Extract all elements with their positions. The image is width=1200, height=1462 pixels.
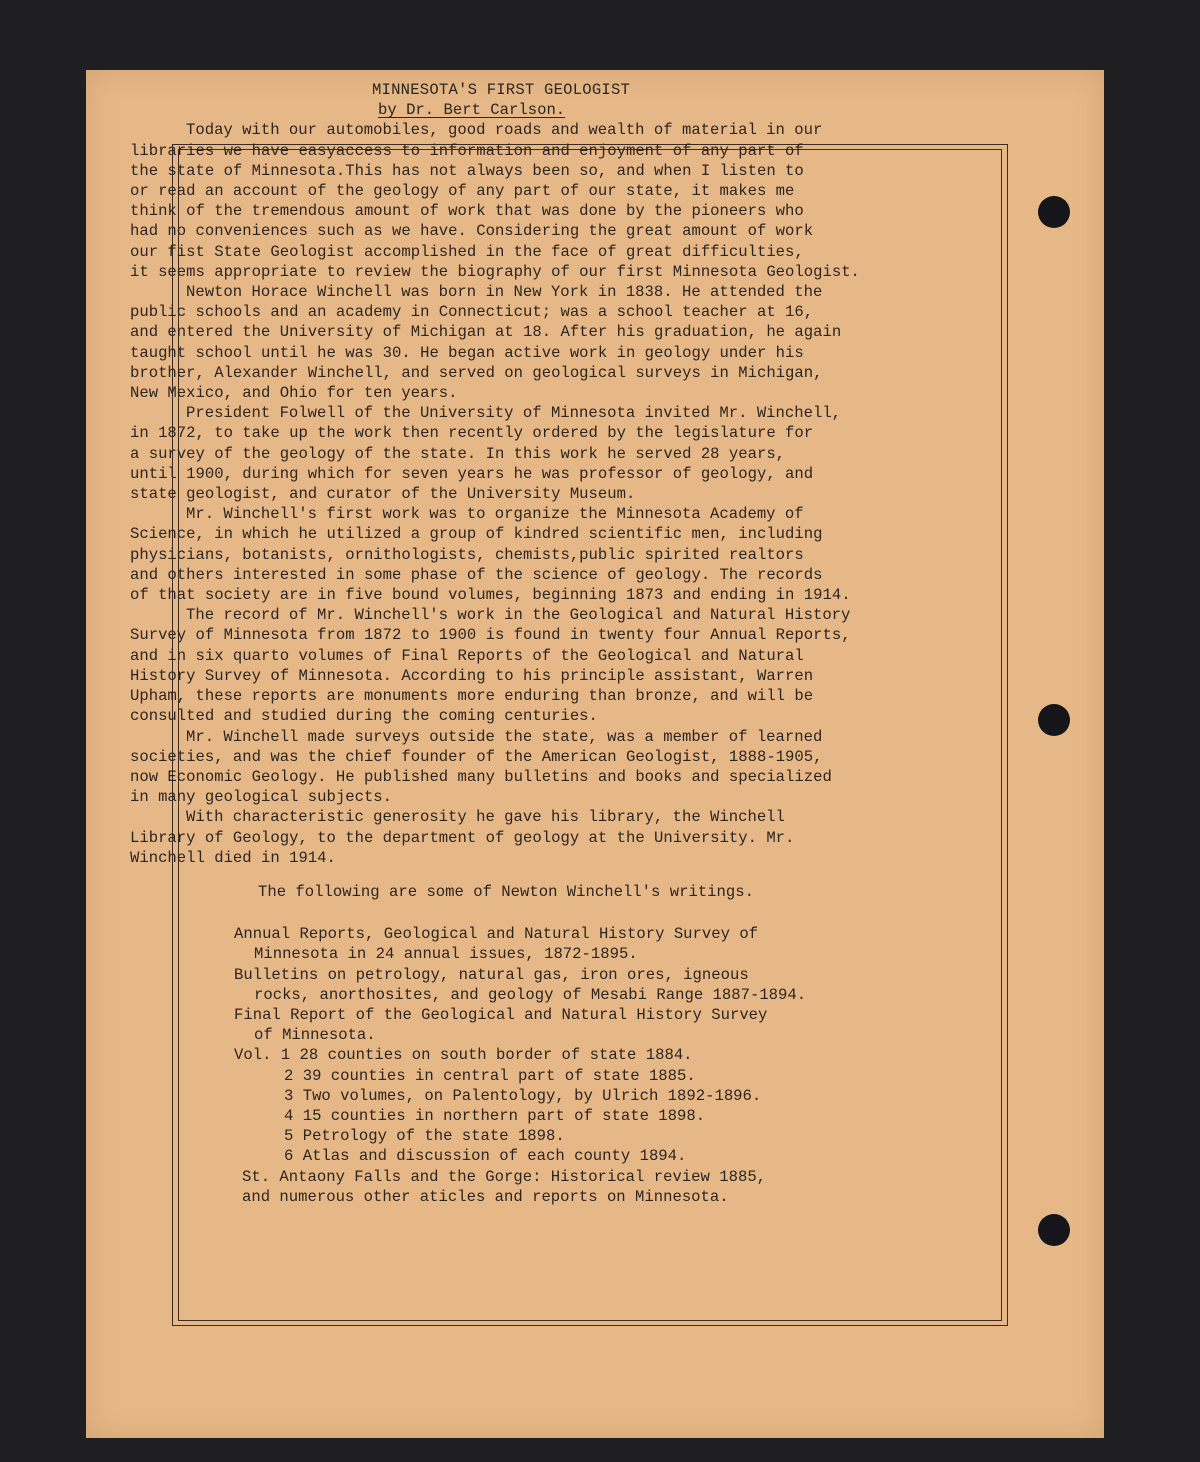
text-line: Today with our automobiles, good roads and wealth of material in our	[186, 121, 823, 140]
text-line: Mr. Winchell's first work was to organize the Minnesota Academy of	[186, 505, 804, 524]
text-line: History Survey of Minnesota. According to his principle assistant, Warren	[130, 666, 814, 685]
writing-entry-continued: rocks, anorthosites, and geology of Mesabi Range 1887-1894.	[254, 985, 807, 1004]
text-line: now Economic Geology. He published many bulletins and books and specialized	[130, 767, 832, 786]
text-line: state geologist, and curator of the University Museum.	[130, 485, 636, 504]
text-line: and numerous other aticles and reports on Minnesota.	[242, 1187, 729, 1206]
volumes-label: Vol.	[234, 1046, 272, 1065]
text-line: President Folwell of the University of Minnesota invited Mr. Winchell,	[186, 404, 842, 423]
volumes-list	[130, 1045, 920, 1166]
text-line: public schools and an academy in Connecticut; was a school teacher at 16,	[130, 303, 814, 322]
typed-document	[130, 80, 920, 1207]
punch-hole-bottom	[1038, 1214, 1070, 1246]
document-byline: by Dr. Bert Carlson.	[378, 101, 566, 120]
text-line: Winchell died in 1914.	[130, 848, 336, 867]
writing-entry-continued: Minnesota in 24 annual issues, 1872-1895.	[254, 945, 638, 964]
text-line: libraries we have easyaccess to information and enjoyment of any part of	[130, 141, 804, 160]
writings-list	[130, 924, 920, 1045]
text-line: taught school until he was 30. He began active work in geology under his	[130, 343, 804, 362]
text-line: consulted and studied during the coming centuries.	[130, 707, 598, 726]
text-line: in many geological subjects.	[130, 788, 393, 807]
text-line: With characteristic generosity he gave his library, the Winchell	[186, 808, 785, 827]
paragraph-library	[130, 807, 920, 868]
text-line: or read an account of the geology of any part of our state, it makes me	[130, 182, 795, 201]
text-line: Science, in which he utilized a group of kindred scientific men, including	[130, 525, 823, 544]
writings-intro: The following are some of Newton Winchell's writings.	[258, 882, 754, 901]
paragraph-outside-surveys	[130, 727, 920, 808]
text-line: The record of Mr. Winchell's work in the Geological and Natural History	[186, 606, 851, 625]
paragraph-intro	[130, 120, 920, 282]
text-line: St. Antaony Falls and the Gorge: Historical review 1885,	[242, 1167, 767, 1186]
text-line: brother, Alexander Winchell, and served on geological surveys in Michigan,	[130, 363, 823, 382]
paragraph-survey-record	[130, 605, 920, 726]
text-line: and others interested in some phase of the science of geology. The records	[130, 565, 823, 584]
text-line: Mr. Winchell made surveys outside the state, was a member of learned	[186, 727, 823, 746]
closing-note	[130, 1167, 920, 1207]
volume-entry: 3 Two volumes, on Palentology, by Ulrich 1892-1896.	[284, 1086, 762, 1105]
text-line: until 1900, during which for seven years he was professor of geology, and	[130, 464, 814, 483]
volume-entry: 6 Atlas and discussion of each county 1894.	[284, 1147, 687, 1166]
text-line: it seems appropriate to review the biography of our first Minnesota Geologist.	[130, 262, 860, 281]
paragraph-folwell	[130, 403, 920, 504]
text-line: and in six quarto volumes of Final Reports of the Geological and Natural	[130, 646, 804, 665]
text-line: Survey of Minnesota from 1872 to 1900 is found in twenty four Annual Reports,	[130, 626, 851, 645]
text-line: physicians, botanists, ornithologists, chemists,public spirited realtors	[130, 545, 804, 564]
punch-hole-top	[1038, 196, 1070, 228]
volume-entry: 5 Petrology of the state 1898.	[284, 1127, 565, 1146]
paragraph-biography	[130, 282, 920, 403]
document-title: MINNESOTA'S FIRST GEOLOGIST	[372, 81, 631, 99]
text-line: and entered the University of Michigan at 18. After his graduation, he again	[130, 323, 842, 342]
text-line: Upham, these reports are monuments more enduring than bronze, and will be	[130, 687, 814, 706]
punch-hole-middle	[1038, 704, 1070, 736]
volume-entry: 4 15 counties in northern part of state 1898.	[284, 1106, 706, 1125]
text-line: think of the tremendous amount of work that was done by the pioneers who	[130, 202, 804, 221]
volume-text: 1 28 counties on south border of state 1884.	[280, 1046, 693, 1065]
text-line: the state of Minnesota.This has not always been so, and when I listen to	[130, 161, 804, 180]
text-line: our fist State Geologist accomplished in the face of great difficulties,	[130, 242, 804, 261]
volume-entry	[130, 1045, 920, 1065]
text-line: Newton Horace Winchell was born in New York in 1838. He attended the	[186, 283, 823, 302]
writing-entry: Bulletins on petrology, natural gas, iron ores, igneous	[234, 965, 749, 984]
writing-entry: Annual Reports, Geological and Natural History Survey of	[234, 925, 759, 944]
paragraph-academy	[130, 504, 920, 605]
text-line: a survey of the geology of the state. In this work he served 28 years,	[130, 444, 786, 463]
text-line: Library of Geology, to the department of geology at the University. Mr.	[130, 828, 795, 847]
writing-entry: Final Report of the Geological and Natural History Survey	[234, 1005, 768, 1024]
text-line: of that society are in five bound volumes, beginning 1873 and ending in 1914.	[130, 586, 851, 605]
text-line: New Mexico, and Ohio for ten years.	[130, 384, 458, 403]
text-line: in 1872, to take up the work then recently ordered by the legislature for	[130, 424, 814, 443]
volume-entry: 2 39 counties in central part of state 1885.	[284, 1066, 696, 1085]
writing-entry-continued: of Minnesota.	[254, 1026, 376, 1045]
text-line: societies, and was the chief founder of the American Geologist, 1888-1905,	[130, 747, 823, 766]
text-line: had no conveniences such as we have. Considering the great amount of work	[130, 222, 814, 241]
